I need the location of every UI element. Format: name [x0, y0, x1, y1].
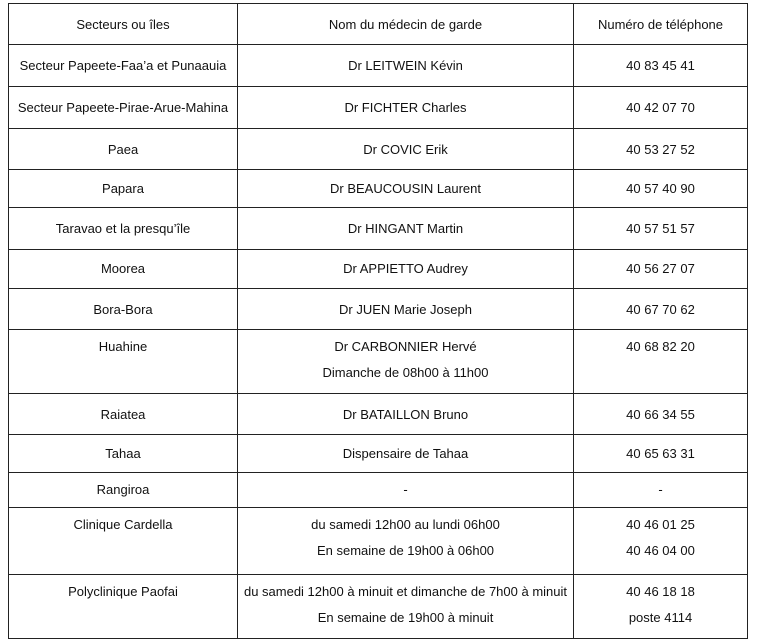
weekday-schedule: En semaine de 19h00 à minuit [317, 610, 494, 625]
table-row [9, 330, 748, 394]
header-sector-label: Secteurs ou îles [76, 17, 170, 32]
phone-number: - [658, 482, 663, 497]
sector-cell [9, 87, 238, 129]
sector-cell [9, 208, 238, 250]
table-row [9, 473, 748, 508]
doctor-name: Dr LEITWEIN Kévin [348, 58, 463, 73]
weekend-schedule: du samedi 12h00 au lundi 06h00 [311, 517, 500, 532]
doctor-name: Dr BATAILLON Bruno [342, 407, 469, 422]
doctor-name: Dr FICHTER Charles [344, 100, 467, 115]
doctor-name: Dr HINGANT Martin [347, 221, 464, 236]
table-row [9, 394, 748, 435]
header-doctor-label: Nom du médecin de garde [328, 17, 483, 32]
doctor-cell [238, 330, 574, 394]
sector-name: Taravao et la presqu’île [55, 221, 191, 236]
sector-cell [9, 394, 238, 435]
sector-name: Paea [107, 142, 139, 157]
phone-number: 40 65 63 31 [626, 446, 695, 461]
phone-number: 40 46 01 25 [626, 517, 695, 532]
sector-name: Secteur Papeete-Pirae-Arue-Mahina [17, 100, 229, 115]
sector-cell [9, 473, 238, 508]
phone-number: 40 67 70 62 [626, 302, 695, 317]
doctor-cell [238, 575, 574, 639]
sector-cell [9, 508, 238, 575]
weekend-schedule: du samedi 12h00 à minuit et dimanche de 7h00 à minuit [243, 584, 568, 599]
doctor-cell [238, 170, 574, 208]
phone-number: 40 53 27 52 [626, 142, 695, 157]
weekday-schedule: En semaine de 19h00 à 06h00 [316, 543, 495, 558]
sector-cell [9, 289, 238, 330]
phone-cell [574, 575, 748, 639]
doctor-cell [238, 129, 574, 170]
sector-cell [9, 330, 238, 394]
sector-name: Polyclinique Paofai [68, 584, 178, 599]
sector-name: Tahaa [105, 446, 141, 461]
sector-cell [9, 575, 238, 639]
phone-cell [574, 473, 748, 508]
phone-number: 40 57 51 57 [626, 221, 695, 236]
doctor-name: Dispensaire de Tahaa [342, 446, 469, 461]
phone-cell [574, 330, 748, 394]
table-row [9, 45, 748, 87]
doctor-name: - [403, 482, 408, 497]
sector-name: Bora-Bora [93, 302, 153, 317]
phone-cell [574, 508, 748, 575]
table-row [9, 289, 748, 330]
table-row [9, 250, 748, 289]
sector-name: Rangiroa [96, 482, 150, 497]
header-sector [9, 4, 238, 45]
doctor-cell [238, 208, 574, 250]
table-row [9, 508, 748, 575]
sector-cell [9, 170, 238, 208]
sector-cell [9, 45, 238, 87]
doctor-cell [238, 473, 574, 508]
doctor-cell [238, 289, 574, 330]
sector-name: Clinique Cardella [73, 517, 173, 532]
sector-name: Huahine [98, 339, 148, 354]
phone-cell [574, 250, 748, 289]
phone-cell [574, 129, 748, 170]
phone-cell [574, 170, 748, 208]
table-row [9, 575, 748, 639]
phone-cell [574, 208, 748, 250]
doctor-name: Dr CARBONNIER Hervé [334, 339, 477, 354]
phone-number: 40 83 45 41 [626, 58, 695, 73]
doctor-cell [238, 45, 574, 87]
table-row [9, 435, 748, 473]
sector-cell [9, 250, 238, 289]
table-row [9, 129, 748, 170]
doctor-cell [238, 435, 574, 473]
doctor-cell [238, 87, 574, 129]
table-header-row [9, 4, 748, 45]
on-call-doctors-table [8, 3, 748, 639]
doctor-name: Dr COVIC Erik [363, 142, 448, 157]
sector-name: Papara [102, 181, 144, 196]
phone-cell [574, 435, 748, 473]
doctor-cell [238, 508, 574, 575]
phone-number: 40 68 82 20 [626, 339, 695, 354]
phone-number: 40 46 18 18 [626, 584, 695, 599]
doctor-schedule: Dimanche de 08h00 à 11h00 [322, 365, 489, 380]
header-doctor [238, 4, 574, 45]
phone-cell [574, 45, 748, 87]
phone-number: 40 46 04 00 [626, 543, 695, 558]
header-phone-label: Numéro de téléphone [597, 17, 724, 32]
phone-cell [574, 289, 748, 330]
doctor-name: Dr APPIETTO Audrey [343, 261, 468, 276]
doctor-cell [238, 394, 574, 435]
table-row [9, 208, 748, 250]
sector-name: Raiatea [100, 407, 146, 422]
table-row [9, 170, 748, 208]
phone-cell [574, 394, 748, 435]
doctor-name: Dr JUEN Marie Joseph [339, 302, 472, 317]
doctor-name: Dr BEAUCOUSIN Laurent [330, 181, 481, 196]
sector-name: Secteur Papeete-Faa’a et Punaauia [19, 58, 227, 73]
phone-extension: poste 4114 [628, 610, 693, 625]
phone-number: 40 57 40 90 [626, 181, 695, 196]
sector-cell [9, 435, 238, 473]
sector-cell [9, 129, 238, 170]
sector-name: Moorea [100, 261, 146, 276]
phone-cell [574, 87, 748, 129]
header-phone [574, 4, 748, 45]
phone-number: 40 42 07 70 [626, 100, 695, 115]
doctor-cell [238, 250, 574, 289]
table-row [9, 87, 748, 129]
phone-number: 40 56 27 07 [626, 261, 695, 276]
phone-number: 40 66 34 55 [626, 407, 695, 422]
